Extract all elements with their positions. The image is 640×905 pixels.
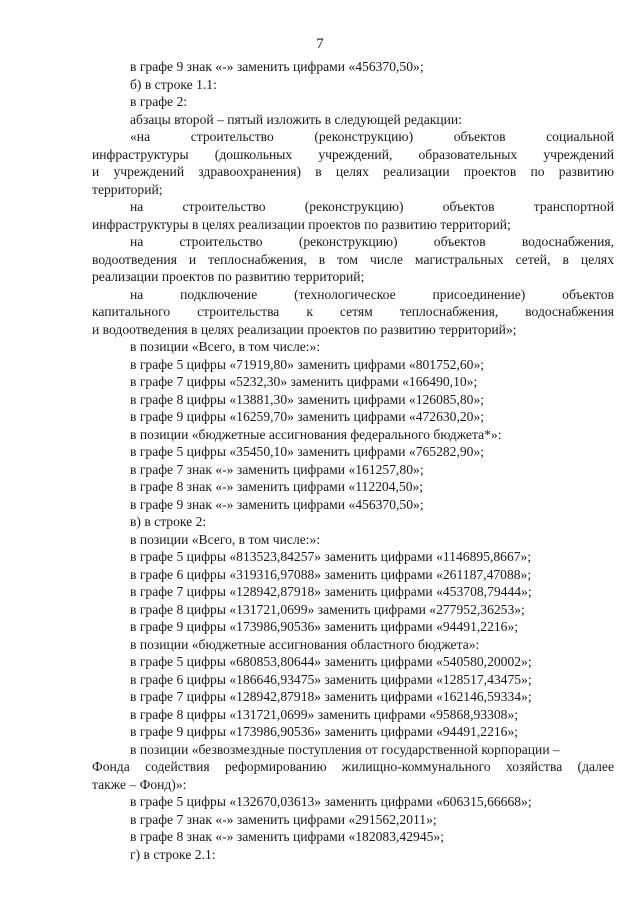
text-line: Фонда содействия реформированию жилищно-коммунального хозяйства (далее	[92, 759, 614, 774]
text-line: в графе 8 цифры «13881,30» заменить цифрами «126085,80»;	[130, 391, 485, 407]
text-line: в графе 6 цифры «319316,97088» заменить цифрами «261187,47088»;	[130, 566, 532, 582]
text-line: в графе 7 цифры «128942,87918» заменить цифрами «453708,79444»;	[130, 584, 532, 599]
text-line: в графе 5 цифры «71919,80» заменить цифрами «801752,60»;	[130, 356, 485, 372]
text-line: в графе 2:	[130, 94, 188, 109]
text-line: в графе 7 знак «-» заменить цифрами «161257,80»;	[130, 461, 424, 477]
text-line: в графе 7 цифры «5232,30» заменить цифрами «166490,10»;	[130, 374, 478, 389]
text-line: в графе 8 цифры «131721,0699» заменить цифрами «95868,93308»;	[130, 706, 519, 722]
text-line: и водоотведения в целях реализации проектов по развитию территорий»;	[92, 321, 517, 337]
text-line: также – Фонд)»:	[92, 776, 187, 792]
text-line: в графе 5 цифры «35450,10» заменить цифрами «765282,90»;	[130, 444, 485, 459]
text-line: территорий;	[92, 181, 163, 197]
text-line: в графе 9 знак «-» заменить цифрами «456370,50»;	[130, 496, 424, 512]
text-line: в графе 5 цифры «680853,80644» заменить цифрами «540580,20002»;	[130, 654, 532, 669]
text-line: в графе 7 знак «-» заменить цифрами «291562,2011»;	[130, 811, 437, 827]
text-line: г) в строке 2.1:	[130, 846, 216, 862]
text-line: на строительство (реконструкцию) объектов транспортной	[130, 199, 614, 214]
page-number: 7	[316, 36, 324, 52]
text-line: в графе 9 цифры «173986,90536» заменить цифрами «94491,2216»;	[130, 724, 519, 739]
text-line: в позиции «бюджетные ассигнования областного бюджета»:	[130, 636, 480, 652]
text-line: в позиции «бюджетные ассигнования федерального бюджета*»:	[130, 426, 502, 442]
text-line: в графе 9 цифры «16259,70» заменить цифрами «472630,20»;	[130, 409, 485, 424]
text-line: на строительство (реконструкцию) объектов водоснабжения,	[130, 234, 614, 249]
text-line: на подключение (технологическое присоединение) объектов	[130, 286, 614, 302]
text-line: реализации проектов по развитию территорий;	[92, 269, 365, 284]
text-line: капитального строительства к сетям теплоснабжения, водоснабжения	[92, 304, 614, 319]
text-line: инфраструктуры в целях реализации проектов по развитию территорий;	[92, 216, 511, 232]
text-line: б) в строке 1.1:	[130, 76, 217, 92]
text-line: в графе 6 цифры «186646,93475» заменить цифрами «128517,43475»;	[130, 671, 532, 687]
text-line: в графе 8 знак «-» заменить цифрами «182083,42945»;	[130, 829, 444, 844]
text-line: в) в строке 2:	[130, 514, 207, 529]
text-line: в графе 9 знак «-» заменить цифрами «456370,50»;	[130, 59, 424, 74]
text-line: в графе 5 цифры «132670,03613» заменить цифрами «606315,66668»;	[130, 794, 532, 809]
text-line: абзацы второй – пятый изложить в следующей редакции:	[130, 111, 462, 127]
text-line: «на строительство (реконструкцию) объектов социальной	[130, 129, 614, 144]
document-body	[92, 58, 614, 863]
text-line: и учреждений здравоохранения) в целях реализации проектов по развитию	[92, 164, 614, 179]
text-line: в позиции «Всего, в том числе:»:	[130, 531, 321, 547]
text-line: водоотведения и теплоснабжения, в том числе магистральных сетей, в целях	[92, 251, 614, 267]
text-line: в графе 8 знак «-» заменить цифрами «112204,50»;	[130, 479, 424, 494]
text-line: в графе 8 цифры «131721,0699» заменить цифрами «277952,36253»;	[130, 601, 525, 617]
text-line: в графе 7 цифры «128942,87918» заменить цифрами «162146,59334»;	[130, 689, 532, 704]
text-line: в позиции «безвозмездные поступления от государственной корпорации –	[130, 741, 560, 757]
text-line: в графе 5 цифры «813523,84257» заменить цифрами «1146895,8667»;	[130, 549, 532, 564]
text-line: в позиции «Всего, в том числе:»:	[130, 339, 321, 354]
text-line: в графе 9 цифры «173986,90536» заменить цифрами «94491,2216»;	[130, 619, 519, 634]
text-line: инфраструктуры (дошкольных учреждений, образовательных учреждений	[92, 146, 614, 162]
